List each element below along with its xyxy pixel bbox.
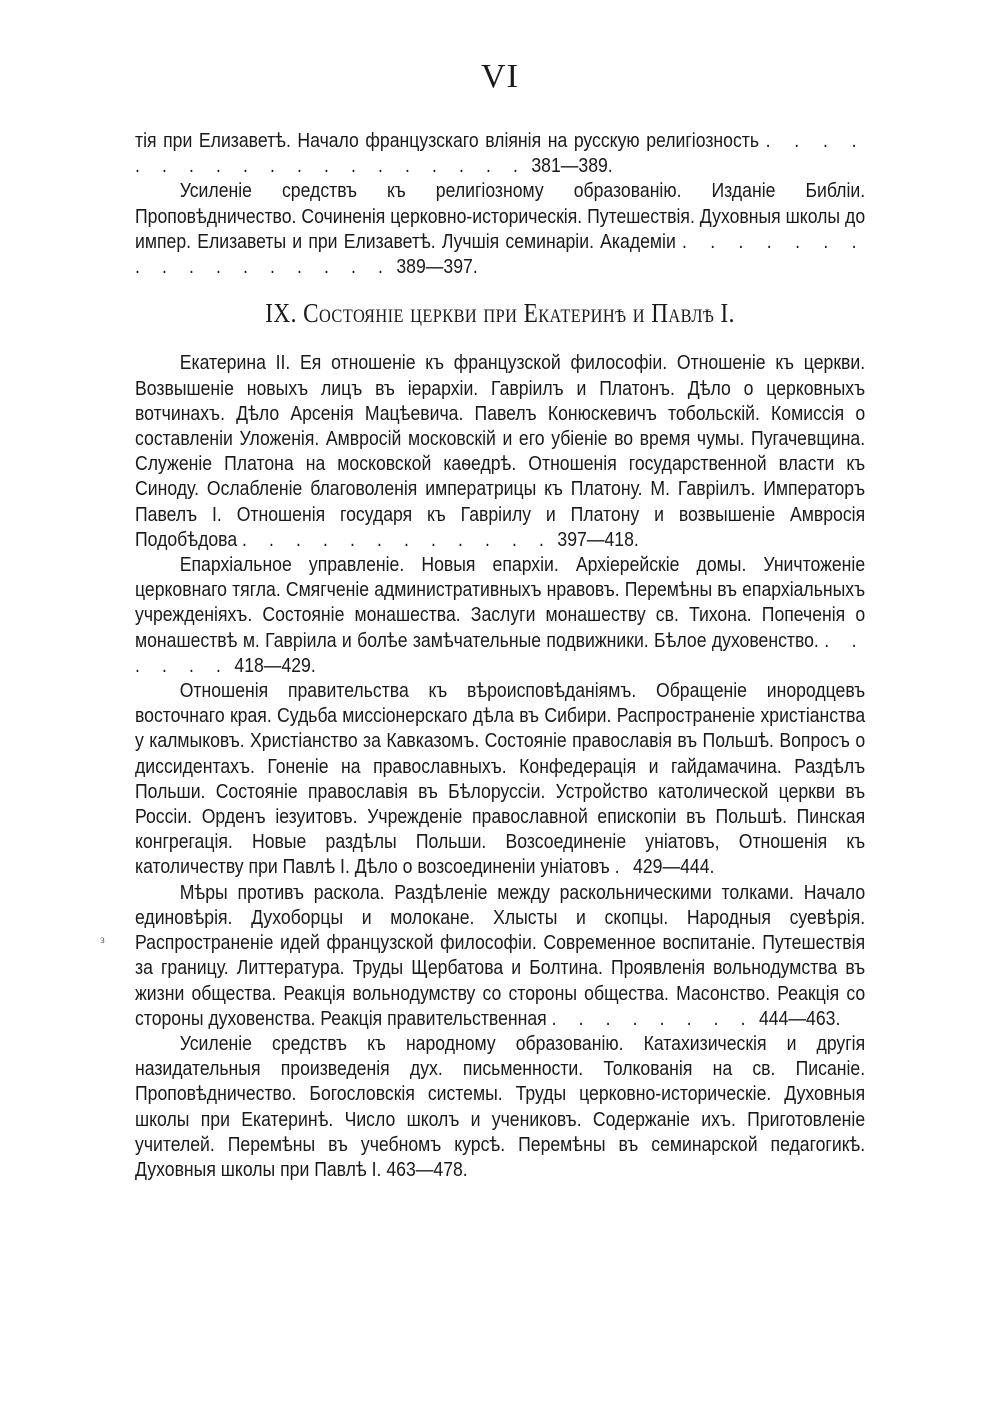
toc-entry <box>135 552 865 678</box>
entry-text: Усиленіе средствъ къ народному образованію. Катахизическія и другія назидательныя произведенія дух. письменности. Толкованія на св. Писаніе. Проповѣдничество. Богословскія системы. Труды церковно-историческіе. Духовныя школы при Екатеринѣ. Число школъ и учениковъ. Содержаніе ихъ. Приготовленіе учителей. Перемѣны въ учебномъ курсѣ. Перемѣны въ семинарской педагогикѣ. Духовныя школы при Павлѣ I. <box>135 1031 866 1181</box>
toc-entry <box>135 1031 865 1182</box>
dot-leader: . . . . . . . . . . . . <box>242 527 553 551</box>
page-range: 381—389. <box>531 154 613 178</box>
toc-entry <box>135 128 865 178</box>
entry-text: Мѣры противъ раскола. Раздѣленіе между раскольническими толками. Начало единовѣрія. Духоборцы и молокане. Хлысты и скопцы. Народныя суевѣрія. Распространеніе идей французской философіи. Современное воспитаніе. Путешествія за границу. Литтература. Труды Щербатова и Болтина. Проявленія вольнодумства въ жизни общества. Реакція вольнодумству со стороны общества. Масонство. Реакція со стороны духовенства. Реакція правительственная <box>135 880 866 1030</box>
dot-leader: . . . . . . . . . . . . . . . . . <box>135 229 866 279</box>
page-range: 397—418. <box>557 527 639 551</box>
dot-leader: . . . . . . <box>135 628 866 677</box>
chapter-heading: IX. Состояніе церкви при Екатеринѣ и Павлѣ I. <box>265 298 735 329</box>
dot-leader: . . . . . . . . <box>551 1006 755 1030</box>
page-range: 429—444. <box>633 855 715 879</box>
entry-text: Отношенія правительства къ вѣроисповѣданіямъ. Обращеніе инородцевъ восточнаго края. Судьба миссіонерскаго дѣла въ Сибири. Распространеніе христіанства у калмыковъ. Христіанство за Кавказомъ. Состояніе православія въ Польшѣ. Вопросъ о диссидентахъ. Гоненіе на православныхъ. Конфедерація и гайдамачина. Раздѣлъ Польши. Состояніе православія въ Бѣлоруссіи. Устройство католической церкви въ Россіи. Орденъ іезуитовъ. Учрежденіе православной епископіи въ Польшѣ. Пинская конгрегація. Новые раздѣлы Польши. Возсоединеніе уніатовъ, Отношенія къ католичеству при Павлѣ I. Дѣло о возсоединеніи уніатовъ <box>135 679 866 879</box>
page-range: 389—397. <box>396 255 478 279</box>
table-of-contents <box>135 128 866 1182</box>
toc-entry <box>135 678 865 880</box>
toc-entry <box>135 178 865 279</box>
entry-text: Усиленіе средствъ къ религіозному образованію. Изданіе Библіи. Проповѣдничество. Сочиненія церковно-историческія. Путешествія. Духовныя школы до импер. Елизаветы и при Елизаветѣ. Лучшія семинаріи. Академіи <box>135 179 866 253</box>
margin-mark: з <box>100 932 105 946</box>
entry-text: Епархіальное управленіе. Новыя епархіи. Архіерейскіе домы. Уничтоженіе церковнаго тягла. Смягченіе административныхъ нравовъ. Перемѣны въ епархіальныхъ учрежденіяхъ. Состояніе монашества. Заслуги монашеству св. Тихона. Попеченія о монашествѣ м. Гавріила и болѣе замѣчательные подвижники. Бѣлое духовенство. <box>135 553 866 652</box>
dot-leader: . <box>614 855 629 879</box>
page-number: VI <box>481 58 519 95</box>
toc-entry <box>135 350 865 552</box>
page-range: 444—463. <box>758 1006 841 1030</box>
entry-text: тія при Елизаветѣ. Начало французскаго вліянія на русскую религіозность <box>135 129 760 152</box>
page-range: 418—429. <box>234 653 316 677</box>
dot-leader: . . . . . . . . . . . . . . . . . . . <box>135 129 866 178</box>
toc-entry <box>135 880 865 1031</box>
page-range: 463—478. <box>386 1157 468 1181</box>
entry-text: Екатерина II. Ея отношеніе къ французской философіи. Отношеніе къ церкви. Возвышеніе новыхъ лицъ въ іерархіи. Гавріилъ и Платонъ. Дѣло о церковныхъ вотчинахъ. Дѣло Арсенія Мацѣевича. Павелъ Конюскевичъ тобольскій. Комиссія о составленіи Уложенія. Амвросій московскій и его убіеніе во время чумы. Пугачевщина. Служеніе Платона на московской каѳедрѣ. Отношенія государственной власти къ Синоду. Ослабленіе благоволенія императрицы къ Платону. М. Гавріилъ. Императоръ Павелъ I. Отношенія государя къ Гавріилу и Платону и возвышеніе Амвросія Подобѣдова <box>135 351 866 551</box>
